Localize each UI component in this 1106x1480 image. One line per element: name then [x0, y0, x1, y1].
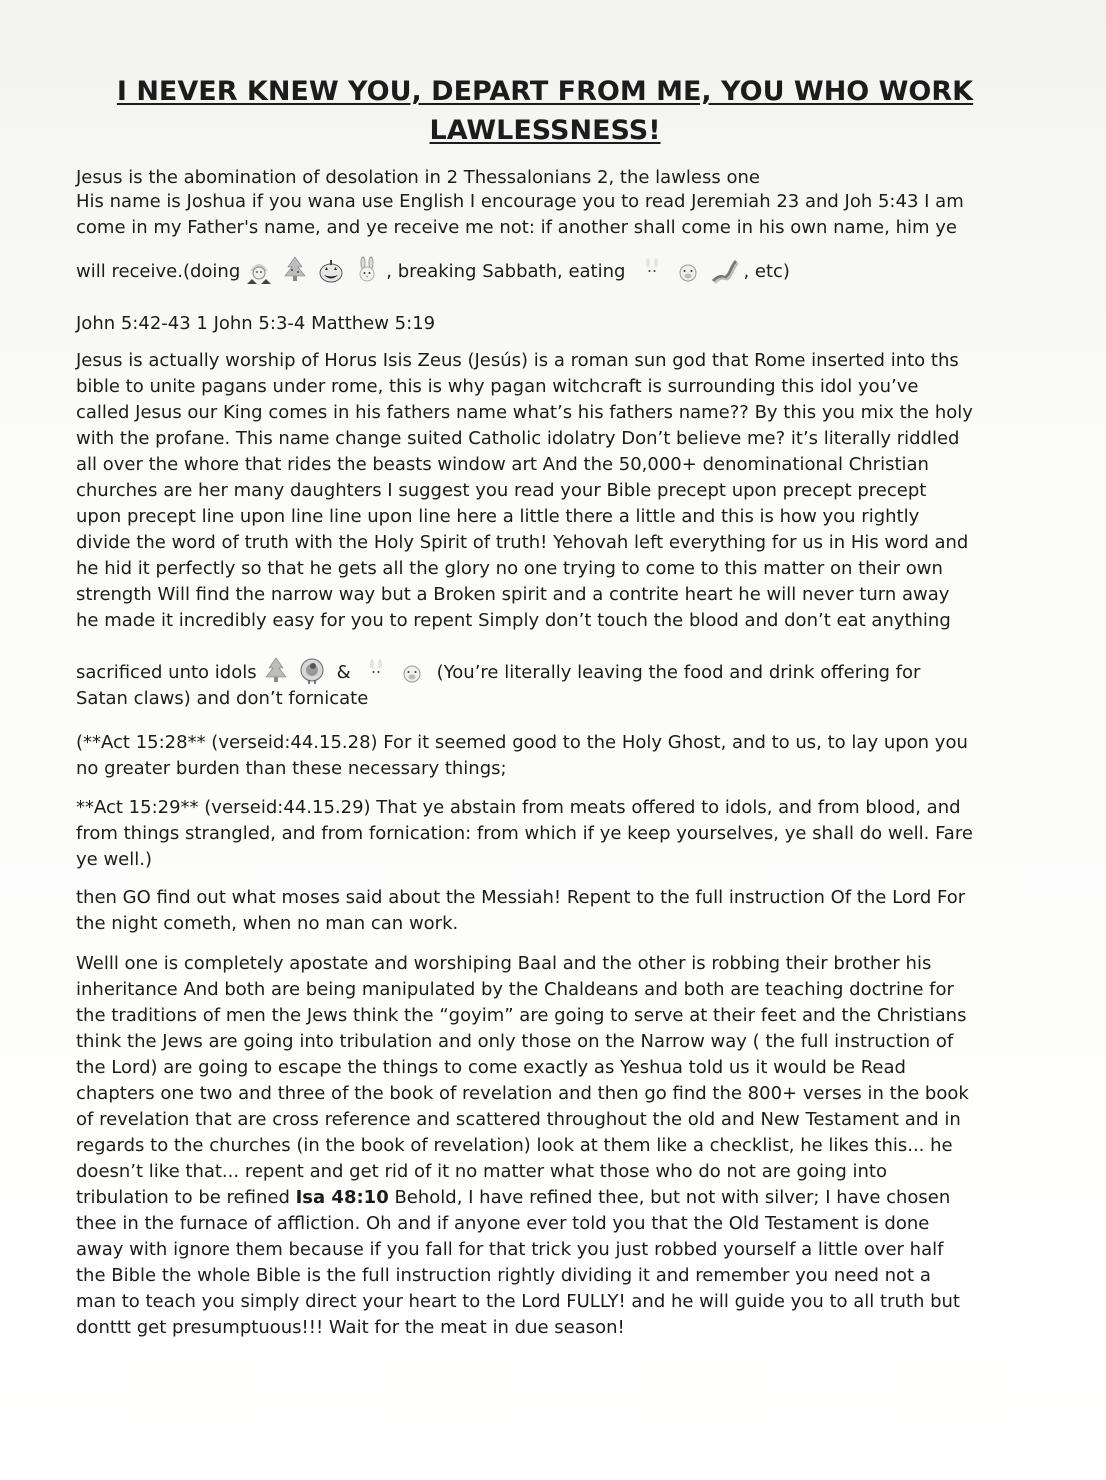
acts-15-29-quote: **Act 15:29** (verseid:44.15.29) That ye abstain from meats offered to idols, and from blood, and from things strangled, and from fornication: from which if ye keep yourselves, ye shall do well. Fare ye well.): [76, 797, 973, 870]
body-paragraph-horus: Jesus is actually worship of Horus Isis Zeus (Jesús) is a roman sun god that Rome inserted into ths bible to unite pagans under rome, this is why pagan witchcraft is surrounding this idol you’ve called Jesus our King comes in his fathers name what’s his fathers name?? By this you mix the holy with the profane. This name change suited Catholic idolatry Don’t believe me? it’s literally riddled all over the whore that rides the beasts window art And the 50,000+ denominational Christian churches are her many daughters I suggest you read your Bible precept upon precept precept upon precept line upon line line upon line here a little there a little and this is how you rightly divide the word of truth with the Holy Spirit of truth! Yehovah left everything for us in His word and he hid it perfectly so that he gets all the glory no one trying to come to this matter on their own strength Will find the narrow way but a Broken spirit and a contrite heart he will never turn away he made it incredibly easy for you to repent Simply don’t touch the blood and don’t eat anything sacrificed unto idols & (You’re literally leaving the food and drink offering for Satan claws) and don’t fornicate: [76, 350, 973, 709]
bacon-icon: [709, 255, 739, 285]
acts-15-28-quote: (**Act 15:28** (verseid:44.15.28) For it seemed good to the Holy Ghost, and to us, to lay upon you no greater burden than these necessary things;: [76, 732, 968, 779]
bunny-icon: [637, 255, 667, 285]
intro-paragraph: Jesus is the abomination of desolation in 2 Thessalonians 2, the lawless one His name is Joshua if you wana use English I encourage you to read Jeremiah 23 and Joh 5:43 I am come in my Father's name, and ye receive me not: if another shall come in his own name, him ye will receive.(doing , breaking Sabbath, eating , etc): [76, 165, 1026, 285]
christmas-tree-icon: [280, 255, 310, 285]
pig-icon: [673, 255, 703, 285]
apostasy-paragraph: Welll one is completely apostate and worshiping Baal and the other is robbing their brother his inheritance And both are being manipulated by the Chaldeans and both are teaching doctrine for the traditions of men the Jews think the “goyim” are going to serve at their feet and the Christians think the Jews are going into tribulation and only those on the Narrow way ( the full instruction of the Lord) are going to escape the things to come exactly as Yeshua told us it would be Read chapters one two and three of the book of revelation and then go find the 800+ verses in the book of revelation that are cross reference and scattered throughout the old and New Testament and in regards to the churches (in the book of revelation) look at them like a checklist, he likes this... he doesn’t like that... repent and get rid of it no matter what those who do not are going into tribulation to be refined Isa 48:10 Behold, I have refined thee, but not with silver; I have chosen thee in the furnace of affliction. Oh and if anyone ever told you that the Old Testament is done away with ignore them because if you fall for that trick you just robbed yourself a little over half the Bible the whole Bible is the full instruction rightly dividing it and remember you need not a man to teach you simply direct your heart to the Lord FULLY! and he will guide you to all truth but donttt get presumptuous!!! Wait for the meat in due season!: [76, 953, 969, 1338]
isa-48-10-reference: Isa 48:10: [295, 1187, 389, 1208]
scripture-references: John 5:42-43 1 John 5:3-4 Matthew 5:19: [76, 313, 436, 334]
pig-icon: [397, 656, 427, 686]
easter-bunny-icon: [352, 255, 382, 285]
santa-icon: [244, 255, 274, 285]
turkey-icon: [297, 656, 327, 686]
christmas-tree-icon: [261, 656, 291, 686]
bunny-icon: [361, 656, 391, 686]
jack-o-lantern-icon: [316, 255, 346, 285]
document-title: I NEVER KNEW YOU, DEPART FROM ME, YOU WHO WORK LAWLESSNESS!: [116, 76, 974, 146]
moses-paragraph: then GO find out what moses said about the Messiah! Repent to the full instruction Of the Lord For the night cometh, when no man can work.: [76, 887, 966, 934]
